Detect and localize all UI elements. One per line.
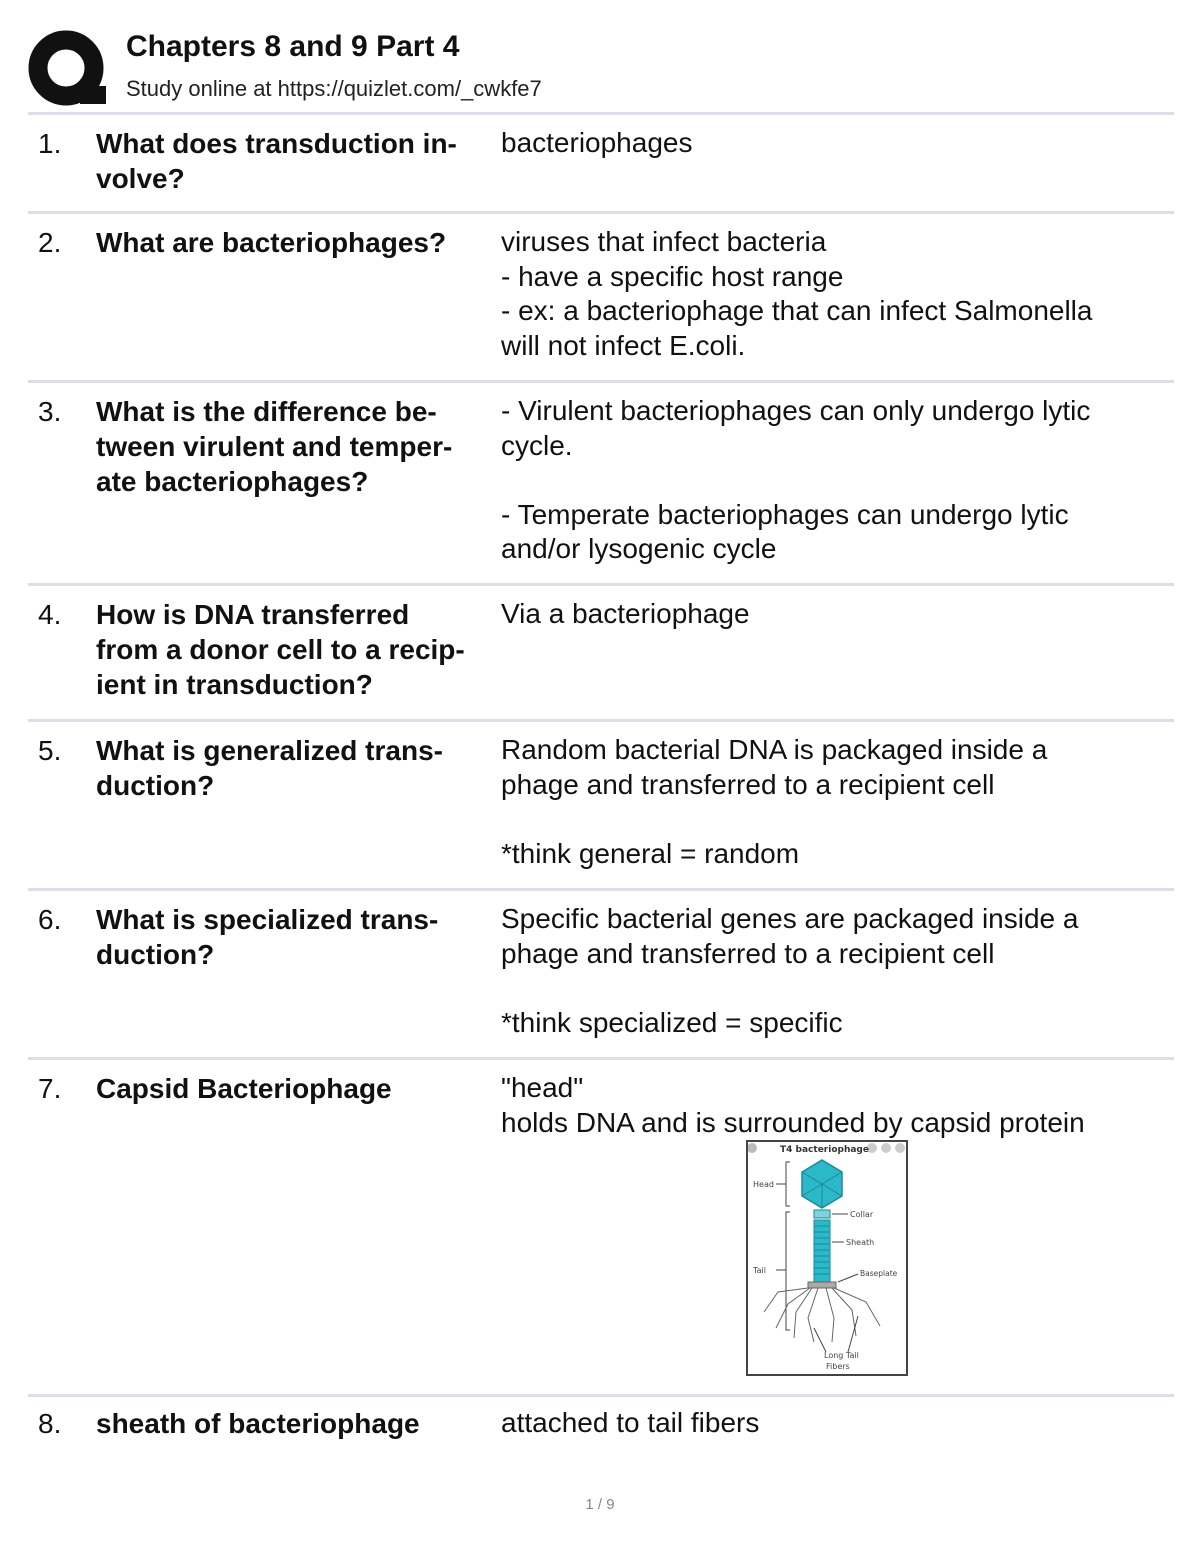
card-number: 4. xyxy=(38,599,62,630)
divider xyxy=(28,380,1174,383)
label-baseplate: Baseplate xyxy=(860,1269,898,1278)
card-answer: Random bacterial DNA is packaged inside a phage and transferred to a recipient cell *think general = random xyxy=(501,734,1048,869)
diagram-title: T4 bacteriophage xyxy=(780,1145,869,1155)
card-question: sheath of bacteriophage xyxy=(96,1408,420,1439)
label-tail: Tail xyxy=(753,1266,766,1275)
card-number: 5. xyxy=(38,735,62,766)
sheath xyxy=(814,1220,830,1282)
quizlet-logo-icon xyxy=(28,28,112,112)
card-question: What is specialized trans- duction? xyxy=(96,904,439,970)
card-answer: bacteriophages xyxy=(501,127,693,158)
toolbar-dot-icon xyxy=(748,1143,757,1153)
card-number: 1. xyxy=(38,128,62,159)
label-collar: Collar xyxy=(850,1210,874,1219)
card-answer: "head" holds DNA and is surrounded by capsid protein xyxy=(501,1072,1085,1138)
card-number: 3. xyxy=(38,396,62,427)
label-fibers-line1: Long Tail xyxy=(824,1351,859,1360)
label-sheath: Sheath xyxy=(846,1238,875,1247)
card-number: 7. xyxy=(38,1073,62,1104)
card-question: What are bacteriophages? xyxy=(96,227,447,258)
divider xyxy=(28,583,1174,586)
card-question: What does transduction in- volve? xyxy=(96,128,457,194)
divider xyxy=(28,211,1174,214)
card-answer: attached to tail fibers xyxy=(501,1407,760,1438)
document-title: Chapters 8 and 9 Part 4 xyxy=(126,30,460,63)
label-head: Head xyxy=(753,1180,774,1189)
divider xyxy=(28,112,1174,115)
divider xyxy=(28,888,1174,891)
card-answer: Specific bacterial genes are packaged inside a phage and transferred to a recipient cell *think specialized = specific xyxy=(501,903,1079,1038)
card-number: 2. xyxy=(38,227,62,258)
bacteriophage-diagram xyxy=(746,1140,908,1376)
card-answer: - Virulent bacteriophages can only undergo lytic cycle. - Temperate bacteriophages can undergo lytic and/or lysogenic cycle xyxy=(501,395,1091,564)
label-fibers-line2: Fibers xyxy=(826,1362,850,1371)
card-answer: Via a bacteriophage xyxy=(501,598,750,629)
bacteriophage-illustration xyxy=(748,1142,906,1374)
collar xyxy=(814,1210,830,1218)
card-number: 8. xyxy=(38,1408,62,1439)
baseplate xyxy=(808,1282,836,1288)
page-number: 1 / 9 xyxy=(585,1496,615,1513)
card-question: What is the difference be- tween virulent and temper- ate bacteriophages? xyxy=(96,396,453,497)
card-number: 6. xyxy=(38,904,62,935)
card-question: What is generalized trans- duction? xyxy=(96,735,443,801)
tail-fibers xyxy=(764,1288,880,1342)
toolbar-dot-icon xyxy=(895,1143,905,1153)
divider xyxy=(28,1394,1174,1397)
divider xyxy=(28,719,1174,722)
toolbar-dot-icon xyxy=(881,1143,891,1153)
card-answer: viruses that infect bacteria - have a specific host range - ex: a bacteriophage that can infect Salmonella will not infect E.coli. xyxy=(501,226,1093,361)
card-question: Capsid Bacteriophage xyxy=(96,1073,392,1104)
document-subtitle: Study online at https://quizlet.com/_cwkfe7 xyxy=(126,76,542,101)
card-question: How is DNA transferred from a donor cell to a recip- ient in transduction? xyxy=(96,599,465,700)
page-header xyxy=(28,28,1174,112)
divider xyxy=(28,1057,1174,1060)
